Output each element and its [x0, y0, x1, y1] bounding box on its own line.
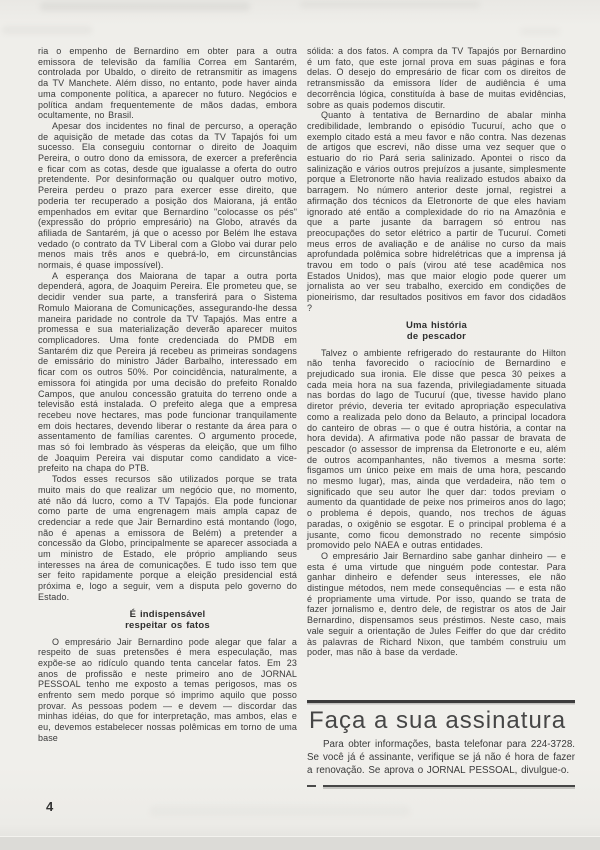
paragraph: Talvez o ambiente refrigerado do restaurante do Hilton não tenha favorecido o raciocínio de Bernardino e prejudicado sua ironia. Ele disse que pesca 30 peixes a cada meia hora na sua fazenda, privilegiadamente situada nas bordas do lago de Tucuruí (que, tivesse havido plano diretor prévio, deveria ter evitado apropriação especulativa como a realizada pelo dono da Belauto, a principal locadora do canteiro de obras — o que é outra história, a contar na hora devida). A afirmativa pode não passar de bravata de pescador (o assessor de imprensa da Eletronorte e eu, além de outros acompanhantes, não tivemos a mesma sorte: fisgamos um único peixe em mais de uma hora, pescando no mesmo lugar), mas, ainda que verdadeira, não tem o significado que seu autor lhe quer dar: todos previam o aumento da quantidade de peixe nos primeiros anos do lago; o problema é depois, quando, nos trechos de águas paradas, o oxigênio se esgotar. E o principal problema é a jusante, como ficou demonstrado no recente simpósio promovido pelo NAEA e outras entidades. [307, 347, 566, 551]
subscription-title: Faça a sua assinatura [309, 707, 567, 734]
left-column [38, 46, 297, 744]
box-bottom-rule [307, 785, 575, 787]
paragraph: Todos esses recursos são utilizados porque se trata muito mais do que realizar um negócio que, no momento, até não dá lucro, como a TV Tapajós. Ela pode funcionar como parte de uma engrenagem mais ampla capaz de credenciar a rede que Jair Bernardino está montando (logo, não é apenas a emissora de Belém) a pretender a concessão da Globo, principalmente se aparecer associada a um ministro de Estado, ele próprio ampliando seus interesses na área de comunicações. E tudo isso tem que ser feito rapidamente porque a eleição presidencial está próxima e, logo a seguir, vem a disputa pelo governo do Estado. [38, 474, 297, 602]
scan-edge-band [0, 836, 600, 850]
paragraph: O empresário Jair Bernardino pode alegar que falar a respeito de suas pretensões é mera especulação, mas expõe-se ao ridículo quando tenta cancelar fatos. Em 23 anos de profissão e neste primeiro ano de JORNAL PESSOAL tenho me exposto a temas perigosos, mas os enfrento sem medo porque só imprimo aquilo que posso provar. As pessoas podem — e devem — discordar das minhas idéias, do que for interpretação, mas ambos, elas e eu, devemos estabelecer nossas polêmicas em torno de uma base [38, 636, 297, 743]
right-column [307, 46, 566, 658]
scan-smudge [40, 2, 250, 11]
section-heading-uma-historia-de-pescador [307, 320, 566, 343]
heading-line: É indispensável [129, 608, 206, 620]
box-top-rule [307, 700, 575, 703]
heading-line: Uma história [406, 319, 467, 331]
paragraph: Quanto à tentativa de Bernardino de abalar minha credibilidade, lembrando o episódio Tucuruí, acho que o exemplo citado está a meu favor e não contra. Nas dezenas de artigos que escrevi, não disse uma vez sequer que o estuario do rio Pará seria salinizado. Apontei o risco da salinização e vários outros prejuízos a jusante, simplesmente porque a Eletronorte não havia realizado estudos abaixo da barragem. No número anterior deste jornal, registrei a afirmação dos técnicos da Eletronorte de que eles haviam ignorado até então a complexidade do rio na Amazônia e que a parte jusante da barragem só entrou nas preocupações do setor elétrico a partir de Tucuruí. Cometi meus erros de avaliação e de análise no curso da mais aprofundada polêmica sobre hidrelétricas que a imprensa já travou em todo o país (virou até tese acadêmica nos Estados Unidos), mas que maior elogio pode querer um jornalista ao ver seu trabalho, exercido em condições de pioneirismo, dar resultados positivos em favor dos cidadãos ? [307, 110, 566, 313]
scan-smudge [2, 26, 92, 34]
rule-line [323, 785, 575, 787]
subscription-box [307, 700, 575, 787]
heading-line: de pescador [406, 331, 467, 343]
paragraph: Apesar dos incidentes no final de percurso, a operação de aquisição de metade das cotas da TV Tapajós foi um sucesso. Ela conseguiu contornar o direito de Joaquim Pereira, o outro dono da emissora, de exercer a preferência e ficar com as cotas, desde que igualasse a oferta do outro pretendente. Por desinformação ou qualquer outro motivo, Pereira perdeu o prazo para exercer esse direito, que poderia ter recuperado a posição dos Maiorana, já então empenhados em evitar que Bernardino "colocasse os pés" (expressão do próprio empresário) na Globo, através da afiliada de Santarém, já que o acesso por Belém lhe estava vedado (o contrato da TV Liberal com a Globo vai durar pelo menos mais três anos e quebrá-lo, em circunstâncias normais, é quase impossível). [38, 120, 297, 271]
paragraph: A esperança dos Maiorana de tapar a outra porta dependerá, agora, de Joaquim Pereira. Ele prometeu que, se decidir vender sua parte, a transferirá para o Sistema Romulo Maiorana de Comunicações, assegurando-lhe dessa maneira paridade no controle da TV Tapajós. Mas entre a promessa e sua materialização deverão aparecer muitos complicadores. Uma fonte credenciada do PMDB em Santarém diz que Pereira já recebeu as primeiras sondagens de emissário do ministro Jáder Barbalho, interessado em ficar com os outros 50%. Por coincidência, naturalmente, a emissora foi atingida por uma decisão do prefeito Ronaldo Campos, que anulou concessão gratuita do terreno onde a televisão está instalada. O prefeito alega que a empresa recebeu nove hectares, mas pode funcionar tranquilamente em dois hectares, devendo liberar o restante da área para o assentamento de famílias carentes. O argumento procede, mas só foi lembrado às vésperas da eleição, que um filho de Joaquim Pereira vai disputar como candidato a vice-prefeito na chapa do PTB. [38, 270, 297, 474]
scan-smudge [300, 1, 480, 8]
rule-dash [307, 785, 316, 787]
heading-line: respeitar os fatos [125, 620, 210, 632]
paragraph: sólida: a dos fatos. A compra da TV Tapajós por Bernardino é um fato, que este jornal prova em suas páginas e fora delas. O desejo do empresário de ficar com os direitos de retransmissão da emissora líder de audiência é uma decorrência lógica, constituída à base de muitas evidências, sobre as quais podemos discutir. [307, 46, 566, 110]
scan-smudge [150, 806, 410, 816]
paragraph: O empresário Jair Bernardino sabe ganhar dinheiro — e esta é uma virtude que ninguém pode contestar. Para ganhar dinheiro e defender seus interesses, ele não distingue métodos, nem mede consequências — e esta não é propriamente uma virtude. Por isso, quando se trata de fazer jornalismo e, dentro dele, de registrar os atos de Jair Bernardino, dispensamos seus préstimos. Neste caso, mais vale seguir a orientação de Jules Feiffer do que dar crédito às palavras de Richard Nixon, que também construiu um poder, mas não à base da verdade. [307, 550, 566, 658]
paragraph: ria o empenho de Bernardino em obter para a outra emissora de televisão da família Correa em Santarém, controlada por Ubaldo, o direito de retransmitir as imagens da TV Manchete. Além disso, no entanto, pode haver ainda uma componente política, a aparecer no futuro. Negócios e política andam frequentemente de mãos dadas, embora ocultamente, no Brasil. [38, 46, 297, 121]
page-number: 4 [46, 799, 54, 814]
subscription-body: Para obter informações, basta telefonar para 224-3728. Se você já é assinante, verifique se já não é hora de fazer a renovação. Se aprova o JORNAL PESSOAL, divulgue-o. [307, 739, 575, 776]
scan-smudge [520, 28, 560, 35]
section-heading-respeitar-os-fatos [38, 609, 297, 632]
